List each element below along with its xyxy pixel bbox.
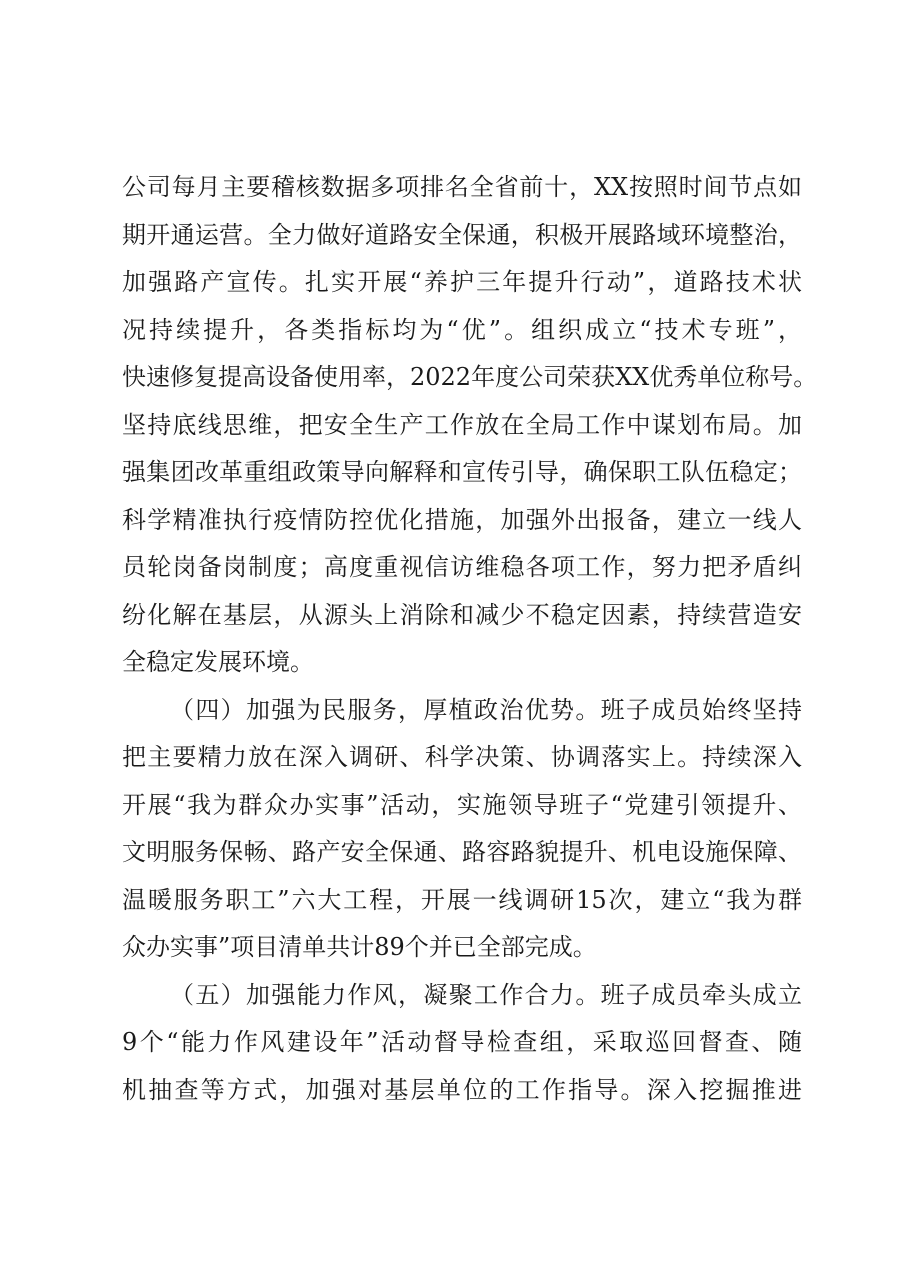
text-line: 开展“我为群众办实事”活动，实施领导班子“党建引领提升、: [122, 790, 802, 819]
text-line: 强集团改革重组政策导向解释和宣传引导，确保职工队伍稳定；: [122, 458, 802, 486]
text-line: 科学精准执行疫情防控优化措施，加强外出报备，建立一线人: [122, 505, 802, 534]
section-heading-line: （五）加强能力作风，凝聚工作合力。班子成员牵头成立: [170, 980, 802, 1009]
text-line: 坚持底线思维，把安全生产工作放在全局工作中谋划布局。加: [122, 410, 802, 439]
text-line: 文明服务保畅、路产安全保通、路容路貌提升、机电设施保障、: [122, 838, 802, 866]
text-line: 全稳定发展环境。: [122, 648, 314, 676]
text-line: 机抽查等方式，加强对基层单位的工作指导。深入挖掘推进: [122, 1075, 802, 1104]
text-line: 9个“能力作风建设年”活动督导检查组，采取巡回督查、随: [122, 1028, 802, 1056]
body-text: [122, 164, 818, 1114]
text-line: 纷化解在基层，从源头上消除和减少不稳定因素，持续营造安: [122, 600, 802, 629]
text-line: 况持续提升，各类指标均为“优”。组织成立“技术专班”，: [122, 315, 802, 344]
text-line: 把主要精力放在深入调研、科学决策、协调落实上。持续深入: [122, 743, 802, 771]
text-line: 公司每月主要稽核数据多项排名全省前十，XX按照时间节点如: [122, 173, 802, 201]
text-line: 加强路产宣传。扎实开展“养护三年提升行动”，道路技术状: [122, 268, 802, 296]
text-line: 期开通运营。全力做好道路安全保通，积极开展路域环境整治，: [122, 220, 802, 249]
text-line: 快速修复提高设备使用率，2022年度公司荣获XX优秀单位称号。: [122, 363, 818, 391]
text-line: 温暖服务职工”六大工程，开展一线调研15次，建立“我为群: [122, 885, 802, 914]
text-line: 员轮岗备岗制度；高度重视信访维稳各项工作，努力把矛盾纠: [122, 553, 802, 581]
text-line: 众办实事”项目清单共计89个并已全部完成。: [122, 933, 597, 961]
section-heading-line: （四）加强为民服务，厚植政治优势。班子成员始终坚持: [170, 695, 802, 724]
